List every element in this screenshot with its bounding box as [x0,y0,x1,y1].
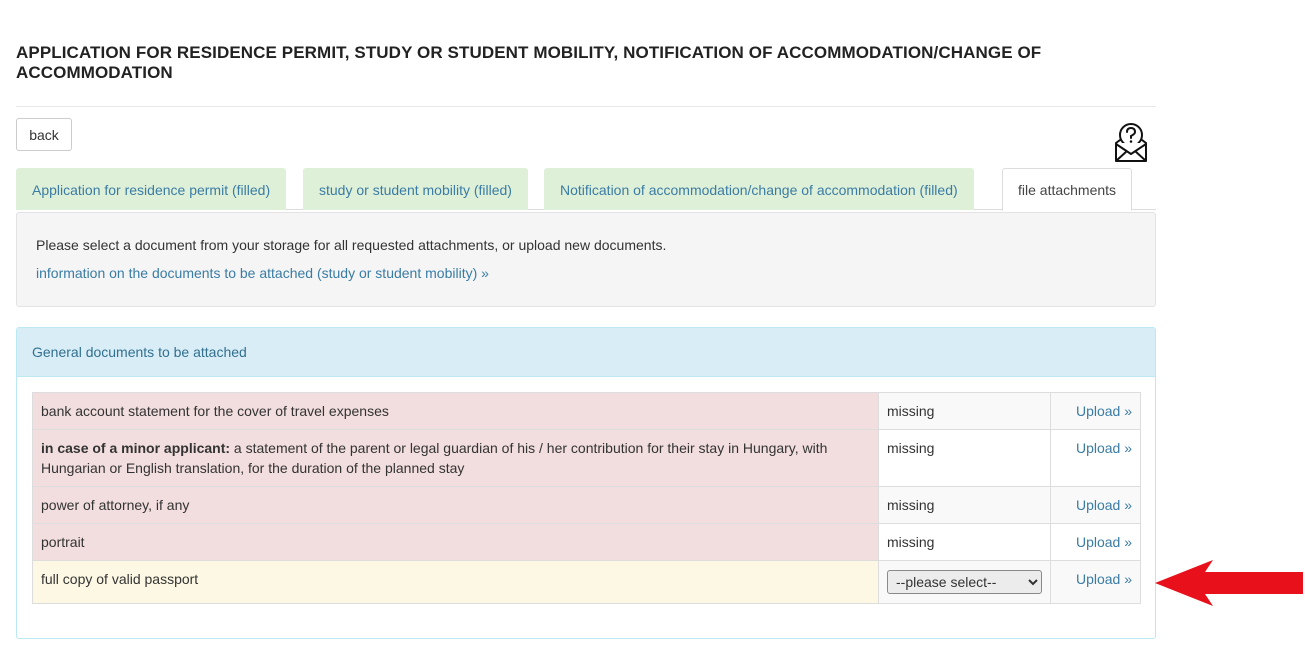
upload-cell [1051,487,1141,524]
document-name-text: portrait [41,534,85,550]
document-status: missing [879,430,1051,487]
upload-link[interactable]: Upload » [1075,534,1132,550]
document-name-text: power of attorney, if any [41,497,190,513]
document-status: missing [879,393,1051,430]
document-name-text: bank account statement for the cover of travel expenses [41,403,389,419]
documents-table [32,392,1141,604]
upload-cell [1051,430,1141,487]
page-title: APPLICATION FOR RESIDENCE PERMIT, STUDY OR STUDENT MOBILITY, NOTIFICATION OF ACCOMMODATION/CHANGE OF ACCOMMODATION [16,43,1042,82]
document-name-text: full copy of valid passport [41,571,199,587]
upload-link[interactable]: Upload » [1075,440,1132,456]
tab-bar [16,168,1156,210]
info-box [16,212,1156,307]
envelope-question-icon[interactable] [1113,121,1149,163]
document-name-text: a statement of the parent or legal guardian of his / her contribution for their stay in Hungary, with Hungarian or English translation, for the duration of the planned stay [41,440,828,476]
table-row [33,430,1141,487]
table-row [33,561,1141,604]
document-status: missing [879,524,1051,561]
back-button[interactable]: back [16,118,72,151]
panel-heading: General documents to be attached [17,328,1155,377]
document-name [33,561,879,604]
document-name [33,487,879,524]
upload-cell [1051,561,1141,604]
general-documents-panel [16,327,1156,639]
tab-file-attachments[interactable]: file attachments [1002,168,1132,211]
tab-accommodation[interactable]: Notification of accommodation/change of accommodation (filled) [544,168,974,210]
document-name [33,393,879,430]
upload-cell [1051,393,1141,430]
document-name [33,524,879,561]
table-row [33,393,1141,430]
red-arrow-left-icon [1153,559,1303,607]
table-row [33,524,1141,561]
document-select-wrapper [887,570,1042,594]
document-status [879,561,1051,604]
upload-link[interactable]: Upload » [1075,571,1132,587]
info-text: Please select a document from your storage for all requested attachments, or upload new documents. [36,237,667,253]
tab-study-mobility[interactable]: study or student mobility (filled) [303,168,528,210]
upload-link[interactable]: Upload » [1075,403,1132,419]
upload-link[interactable]: Upload » [1075,497,1132,513]
documents-info-link[interactable]: information on the documents to be attached (study or student mobility) » [36,265,489,281]
document-select[interactable] [887,570,1042,594]
upload-cell [1051,524,1141,561]
table-row [33,487,1141,524]
document-status: missing [879,487,1051,524]
document-name-prefix: in case of a minor applicant: [41,440,231,456]
title-divider [16,106,1156,107]
tab-residence-permit[interactable]: Application for residence permit (filled) [16,168,286,210]
document-name [33,430,879,487]
